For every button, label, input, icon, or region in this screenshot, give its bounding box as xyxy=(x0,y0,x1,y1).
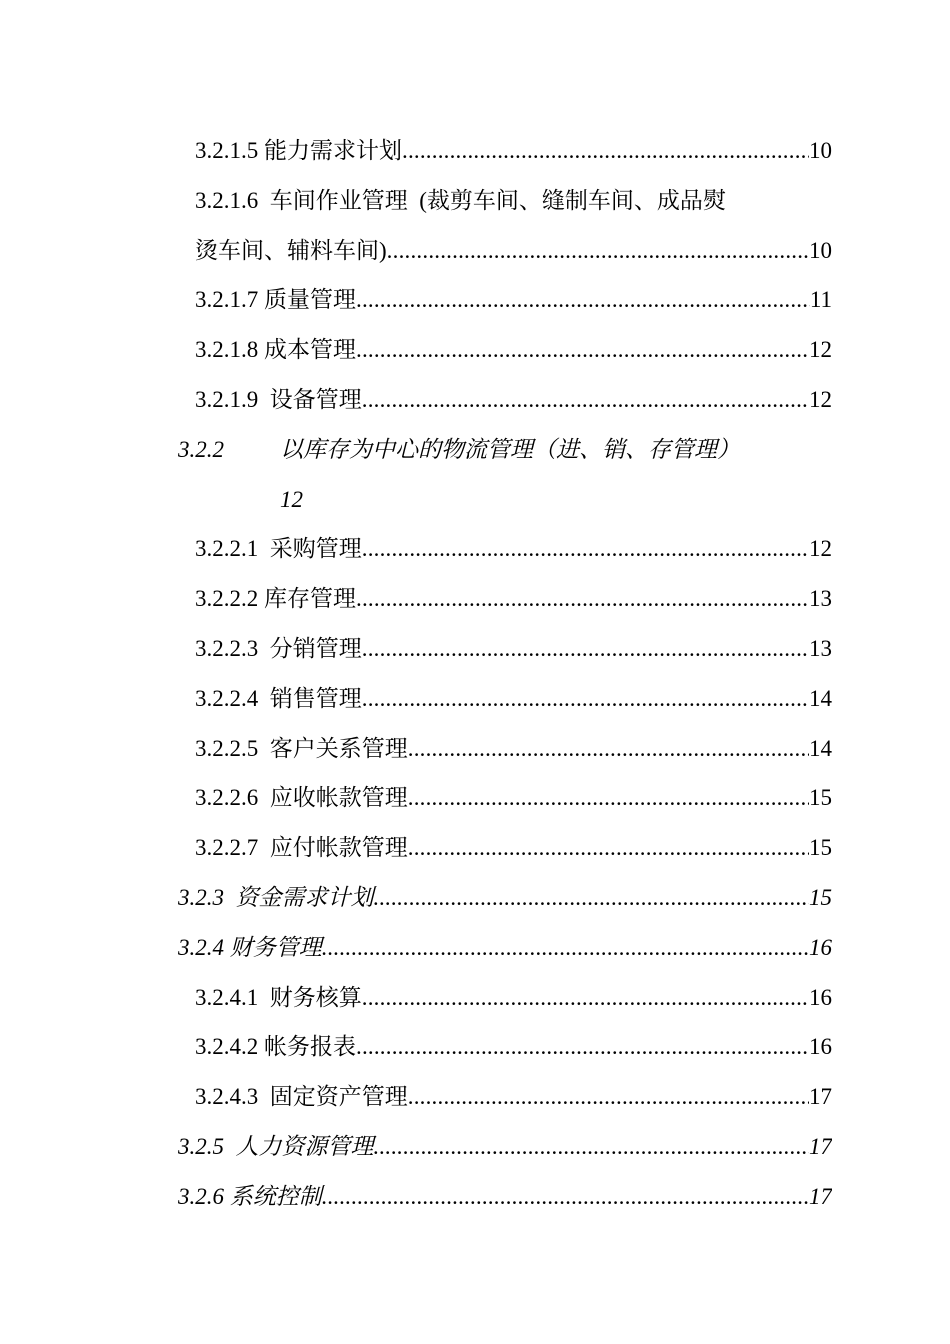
toc-page-number: 17 xyxy=(809,1133,832,1159)
toc-entry-title: 3.2.1.8 成本管理 xyxy=(195,337,356,363)
toc-page-number: 12 xyxy=(280,486,303,512)
toc-entry[interactable] xyxy=(0,773,950,823)
toc-page-number: 10 xyxy=(809,138,832,163)
toc-page-number: 12 xyxy=(809,536,832,562)
toc-page-number: 15 xyxy=(809,835,832,861)
toc-entry[interactable] xyxy=(0,524,950,574)
toc-entry[interactable] xyxy=(0,674,950,724)
toc-leader-dots xyxy=(408,724,809,774)
toc-leader-dots xyxy=(356,574,809,624)
toc-leader-dots xyxy=(362,973,809,1023)
toc-entry-title: 3.2.6 系统控制 xyxy=(178,1183,322,1209)
toc-entry[interactable] xyxy=(0,973,950,1023)
toc-leader-dots xyxy=(387,226,809,276)
toc-entry-title: 3.2.4.2 帐务报表 xyxy=(195,1034,356,1060)
toc-entry-title: 3.2.4 财务管理 xyxy=(178,934,322,960)
toc-section-page-line xyxy=(0,475,950,525)
toc-page-number: 13 xyxy=(809,635,832,661)
toc-entry-title: 3.2.2.7 应付帐款管理 xyxy=(195,835,408,861)
toc-entry-title: 3.2.2.5 客户关系管理 xyxy=(195,735,408,761)
toc-entry-title: 3.2.2.2 库存管理 xyxy=(195,586,356,612)
toc-section-heading[interactable] xyxy=(0,425,950,475)
toc-page-number: 16 xyxy=(809,934,832,960)
toc-leader-dots xyxy=(322,1172,809,1222)
toc-section-title: 以库存为中心的物流管理（进、销、存管理） xyxy=(280,436,740,462)
toc-page-number: 14 xyxy=(809,735,832,761)
toc-page-number: 17 xyxy=(809,1183,832,1209)
toc-page-number: 12 xyxy=(809,386,832,412)
toc-entry[interactable] xyxy=(0,574,950,624)
toc-leader-dots xyxy=(408,823,809,873)
toc-entry[interactable] xyxy=(0,275,950,325)
toc-entry-title: 3.2.1.7 质量管理 xyxy=(195,287,356,313)
toc-leader-dots xyxy=(322,923,809,973)
toc-leader-dots xyxy=(408,1072,809,1122)
toc-entry[interactable] xyxy=(0,325,950,375)
toc-entry-title: 3.2.3 资金需求计划 xyxy=(178,884,374,910)
toc-entry-wrapped-continuation[interactable] xyxy=(0,226,950,276)
toc-entry-wrapped-line[interactable] xyxy=(0,176,950,226)
toc-page-number: 16 xyxy=(809,1034,832,1060)
toc-entry-title: 3.2.1.5 能力需求计划 xyxy=(195,138,402,163)
toc-page-number: 15 xyxy=(809,884,832,910)
toc-section-entry[interactable] xyxy=(0,923,950,973)
toc-leader-dots xyxy=(362,375,809,425)
toc-page-number: 16 xyxy=(809,984,832,1010)
toc-section-entry[interactable] xyxy=(0,1172,950,1222)
toc-entry[interactable] xyxy=(0,724,950,774)
toc-entry-title: 3.2.5 人力资源管理 xyxy=(178,1133,374,1159)
toc-page-number: 15 xyxy=(809,785,832,811)
toc-section-entry[interactable] xyxy=(0,873,950,923)
toc-page-number: 14 xyxy=(809,685,832,711)
toc-entry-title: 3.2.4.1 财务核算 xyxy=(195,984,362,1010)
toc-section-entry[interactable] xyxy=(0,1122,950,1172)
toc-entry[interactable] xyxy=(0,1072,950,1122)
toc-page-number: 17 xyxy=(809,1084,832,1110)
toc-page-number: 10 xyxy=(809,237,832,263)
table-of-contents xyxy=(0,126,950,1222)
toc-leader-dots xyxy=(362,624,809,674)
toc-leader-dots xyxy=(362,674,809,724)
toc-entry[interactable] xyxy=(0,823,950,873)
toc-leader-dots xyxy=(374,873,810,923)
toc-page-number: 12 xyxy=(809,337,832,363)
toc-entry-title: 烫车间、辅料车间) xyxy=(195,237,387,263)
toc-page-number: 13 xyxy=(809,586,832,612)
toc-leader-dots xyxy=(408,773,809,823)
toc-entry-title: 3.2.2.3 分销管理 xyxy=(195,635,362,661)
toc-leader-dots xyxy=(374,1122,810,1172)
toc-entry[interactable] xyxy=(0,126,950,176)
toc-entry[interactable] xyxy=(0,624,950,674)
toc-entry-title: 3.2.2.1 采购管理 xyxy=(195,536,362,562)
toc-entry[interactable] xyxy=(0,1022,950,1072)
toc-entry-title: 3.2.1.9 设备管理 xyxy=(195,386,362,412)
toc-leader-dots xyxy=(356,1022,809,1072)
toc-entry-title: 3.2.2.6 应收帐款管理 xyxy=(195,785,408,811)
toc-entry[interactable] xyxy=(0,375,950,425)
toc-entry-title: 3.2.4.3 固定资产管理 xyxy=(195,1084,408,1110)
toc-entry-title: 3.2.1.6 车间作业管理 (裁剪车间、缝制车间、成品熨 xyxy=(195,187,726,213)
toc-page-number: 11 xyxy=(809,287,832,313)
toc-leader-dots xyxy=(402,126,809,176)
toc-leader-dots xyxy=(356,325,809,375)
toc-section-number: 3.2.2 xyxy=(178,436,224,462)
toc-leader-dots xyxy=(356,275,810,325)
toc-entry-title: 3.2.2.4 销售管理 xyxy=(195,685,362,711)
toc-leader-dots xyxy=(362,524,809,574)
